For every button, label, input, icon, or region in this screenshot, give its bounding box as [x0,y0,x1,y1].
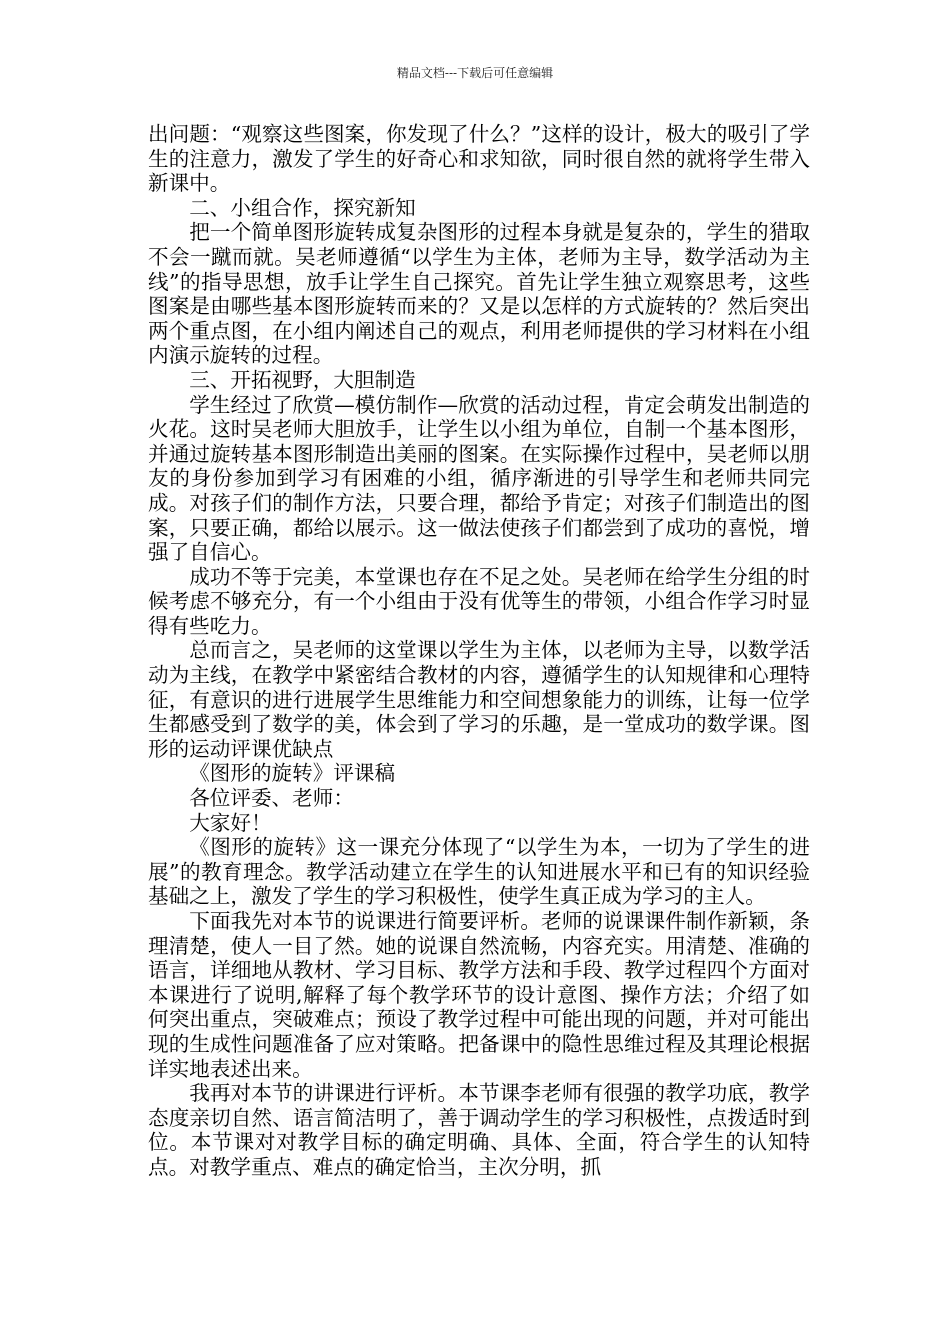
paragraph: 出问题：“观察这些图案，你发现了什么？”这样的设计，极大的吸引了学生的注意力，激发了学生的好奇心和求知欲，同时很自然的就将学生带入新课中。 [148,122,810,196]
page-header: 精品文档---下载后可任意编辑 [396,66,554,80]
paragraph: 学生经过了欣赏—模仿制作—欣赏的活动过程，肯定会萌发出制造的火花。这时吴老师大胆放手，让学生以小组为单位，自制一个基本图形，并通过旋转基本图形制造出美丽的图案。在实际操作过程中，吴老师以朋友的身份参加到学习有困难的小组，循序渐进的引导学生和老师共同完成。对孩子们的制作方法，只要合理，都给予肯定；对孩子们制造出的图案，只要正确，都给以展示。这一做法使孩子们都尝到了成功的喜悦，增强了自信心。 [148,392,810,565]
document-title: 《图形的旋转》评课稿 [189,761,396,786]
section-heading: 三、开拓视野，大胆制造 [189,367,416,392]
paragraph: 下面我先对本节的说课进行简要评析。老师的说课课件制作新颖，条理清楚，使人一目了然。她的说课自然流畅，内容充实。用清楚、准确的语言，详细地从教材、学习目标、教学方法和手段、教学过程四个方面对本课进行了说明,解释了每个教学环节的设计意图、操作方法；介绍了如何突出重点，突破难点；预设了教学过程中可能出现的问题，并对可能出现的生成性问题准备了应对策略。把备课中的隐性思维过程及其理论根据详实地表述出来。 [148,909,810,1081]
greeting: 大家好！ [189,810,272,835]
paragraph: 成功不等于完美，本堂课也存在不足之处。吴老师在给学生分组的时候考虑不够充分，有一个小组由于没有优等生的带领，小组合作学习时显得有些吃力。 [148,564,810,638]
paragraph: 把一个简单图形旋转成复杂图形的过程本身就是复杂的，学生的猎取不会一蹴而就。吴老师遵循“以学生为主体，老师为主导，数学活动为主线”的指导思想，放手让学生自己探究。首先让学生独立观察思考，这些图案是由哪些基本图形旋转而来的？又是以怎样的方式旋转的？然后突出两个重点图，在小组内阐述自己的观点，利用老师提供的学习材料在小组内演示旋转的过程。 [148,220,810,368]
salutation: 各位评委、老师： [189,786,354,811]
document-body [148,122,810,1180]
paragraph: 《图形的旋转》这一课充分体现了“以学生为本，一切为了学生的进展”的教育理念。教学活动建立在学生的认知进展水平和已有的知识经验基础之上，激发了学生的学习积极性，使学生真正成为学习的主人。 [148,835,810,909]
paragraph: 总而言之，吴老师的这堂课以学生为主体，以老师为主导，以数学活动为主线，在教学中紧密结合教材的内容，遵循学生的认知规律和心理特征，有意识的进行进展学生思维能力和空间想象能力的训练，让每一位学生都感受到了数学的美，体会到了学习的乐趣，是一堂成功的数学课。图形的运动评课优缺点 [148,638,810,761]
section-heading: 二、小组合作，探究新知 [189,195,416,220]
paragraph: 我再对本节的讲课进行评析。本节课李老师有很强的教学功底，教学态度亲切自然、语言简洁明了，善于调动学生的学习积极性，点拨适时到位。本节课对对教学目标的确定明确、具体、全面，符合学生的认知特点。对教学重点、难点的确定恰当，主次分明，抓 [148,1081,810,1179]
